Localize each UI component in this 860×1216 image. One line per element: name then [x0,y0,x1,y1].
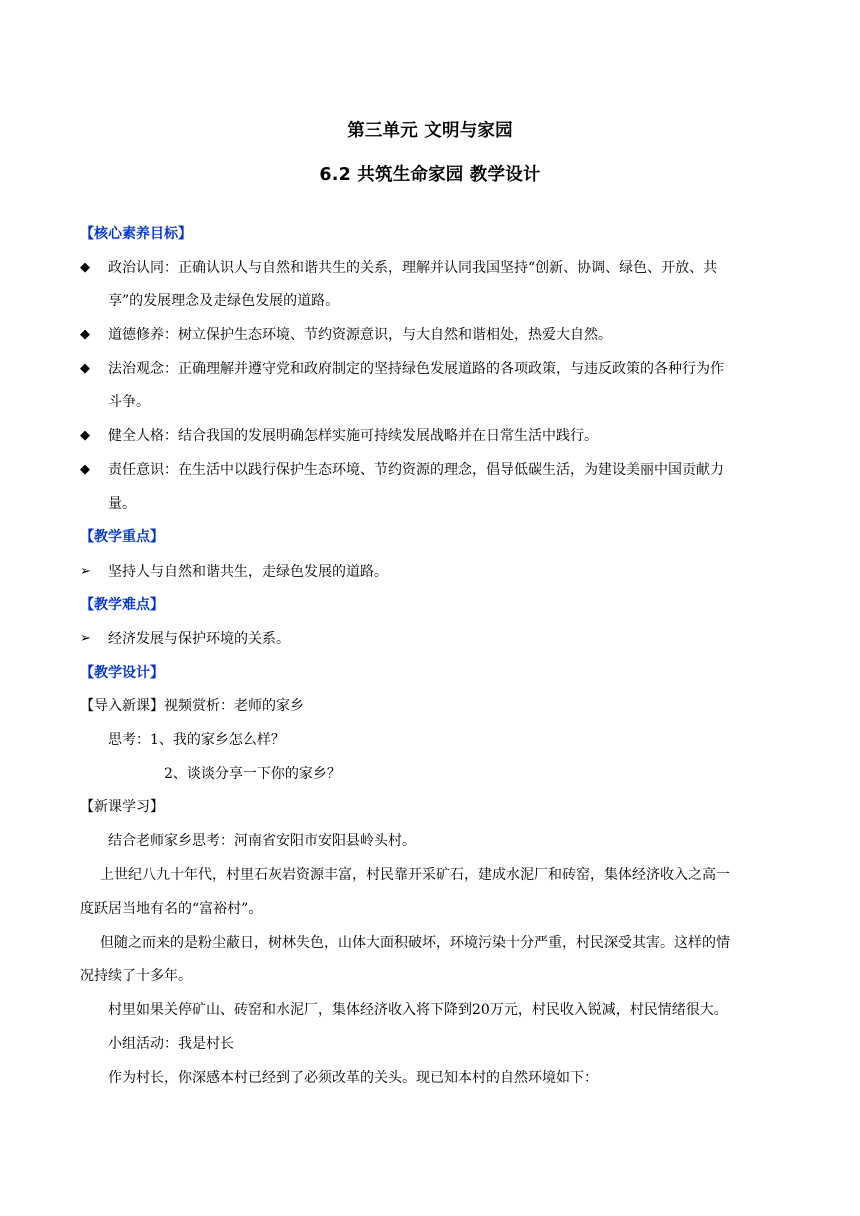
bullet-arrow-icon: ➢ [80,564,91,579]
paragraph-pollution-1: 但随之而来的是粉尘蔽日，树林失色，山体大面积破坏，环境污染十分严重，村民深受其害。这样的情 [100,935,730,951]
think-question-1: 思考：1、我的家乡怎么样？ [108,732,285,748]
group-activity: 小组活动：我是村长 [108,1036,234,1052]
core-item-political-cont: 享”的发展理念及走绿色发展的道路。 [108,293,340,309]
paragraph-location: 结合老师家乡思考：河南省安阳市安阳县岭头村。 [108,833,416,849]
core-item-law: 法治观念：正确理解并遵守党和政府制定的坚持绿色发展道路的各项政策，与违反政策的各种行为作 [108,361,724,377]
think-question-2: 2、谈谈分享一下你的家乡？ [164,766,341,782]
new-lesson-heading: 【新课学习】 [80,799,164,815]
paragraph-pollution-2: 况持续了十多年。 [80,968,192,984]
paragraph-history-2: 度跃居当地有名的“富裕村”。 [80,901,263,917]
core-item-responsibility: 责任意识：在生活中以践行保护生态环境、节约资源的理念，倡导低碳生活，为建设美丽中国贡献力 [108,462,724,478]
bullet-diamond-icon: ◆ [80,428,90,443]
bullet-diamond-icon: ◆ [80,260,90,275]
unit-title: 第三单元 文明与家园 [347,121,513,141]
key-point-text: 坚持人与自然和谐共生，走绿色发展的道路。 [108,564,388,580]
core-item-responsibility-cont: 量。 [108,496,136,512]
difficult-point-heading: 【教学难点】 [80,597,164,613]
core-item-political: 政治认同：正确认识人与自然和谐共生的关系，理解并认同我国坚持“创新、协调、绿色、开放、共 [108,260,718,276]
core-goals-heading: 【核心素养目标】 [80,226,192,242]
lesson-title: 6.2 共筑生命家园 教学设计 [319,165,541,185]
core-item-law-cont: 斗争。 [108,394,150,410]
bullet-arrow-icon: ➢ [80,631,91,646]
core-item-moral: 道德修养：树立保护生态环境、节约资源意识，与大自然和谐相处，热爱大自然。 [108,327,612,343]
paragraph-history-1: 上世纪八九十年代，村里石灰岩资源丰富，村民靠开采矿石，建成水泥厂和砖窑，集体经济收入之高一 [100,867,730,883]
paragraph-closure: 村里如果关停矿山、砖窑和水泥厂，集体经济收入将下降到20万元，村民收入锐减，村民情绪很大。 [108,1002,728,1018]
bullet-diamond-icon: ◆ [80,327,90,342]
core-item-personality: 健全人格：结合我国的发展明确怎样实施可持续发展战略并在日常生活中践行。 [108,428,598,444]
intro-line: 【导入新课】视频赏析：老师的家乡 [80,698,304,714]
key-point-heading: 【教学重点】 [80,529,164,545]
difficult-point-text: 经济发展与保护环境的关系。 [108,631,290,647]
paragraph-village-head: 作为村长，你深感本村已经到了必须改革的关头。现已知本村的自然环境如下： [108,1070,598,1086]
bullet-diamond-icon: ◆ [80,462,90,477]
bullet-diamond-icon: ◆ [80,361,90,376]
design-heading: 【教学设计】 [80,665,164,681]
